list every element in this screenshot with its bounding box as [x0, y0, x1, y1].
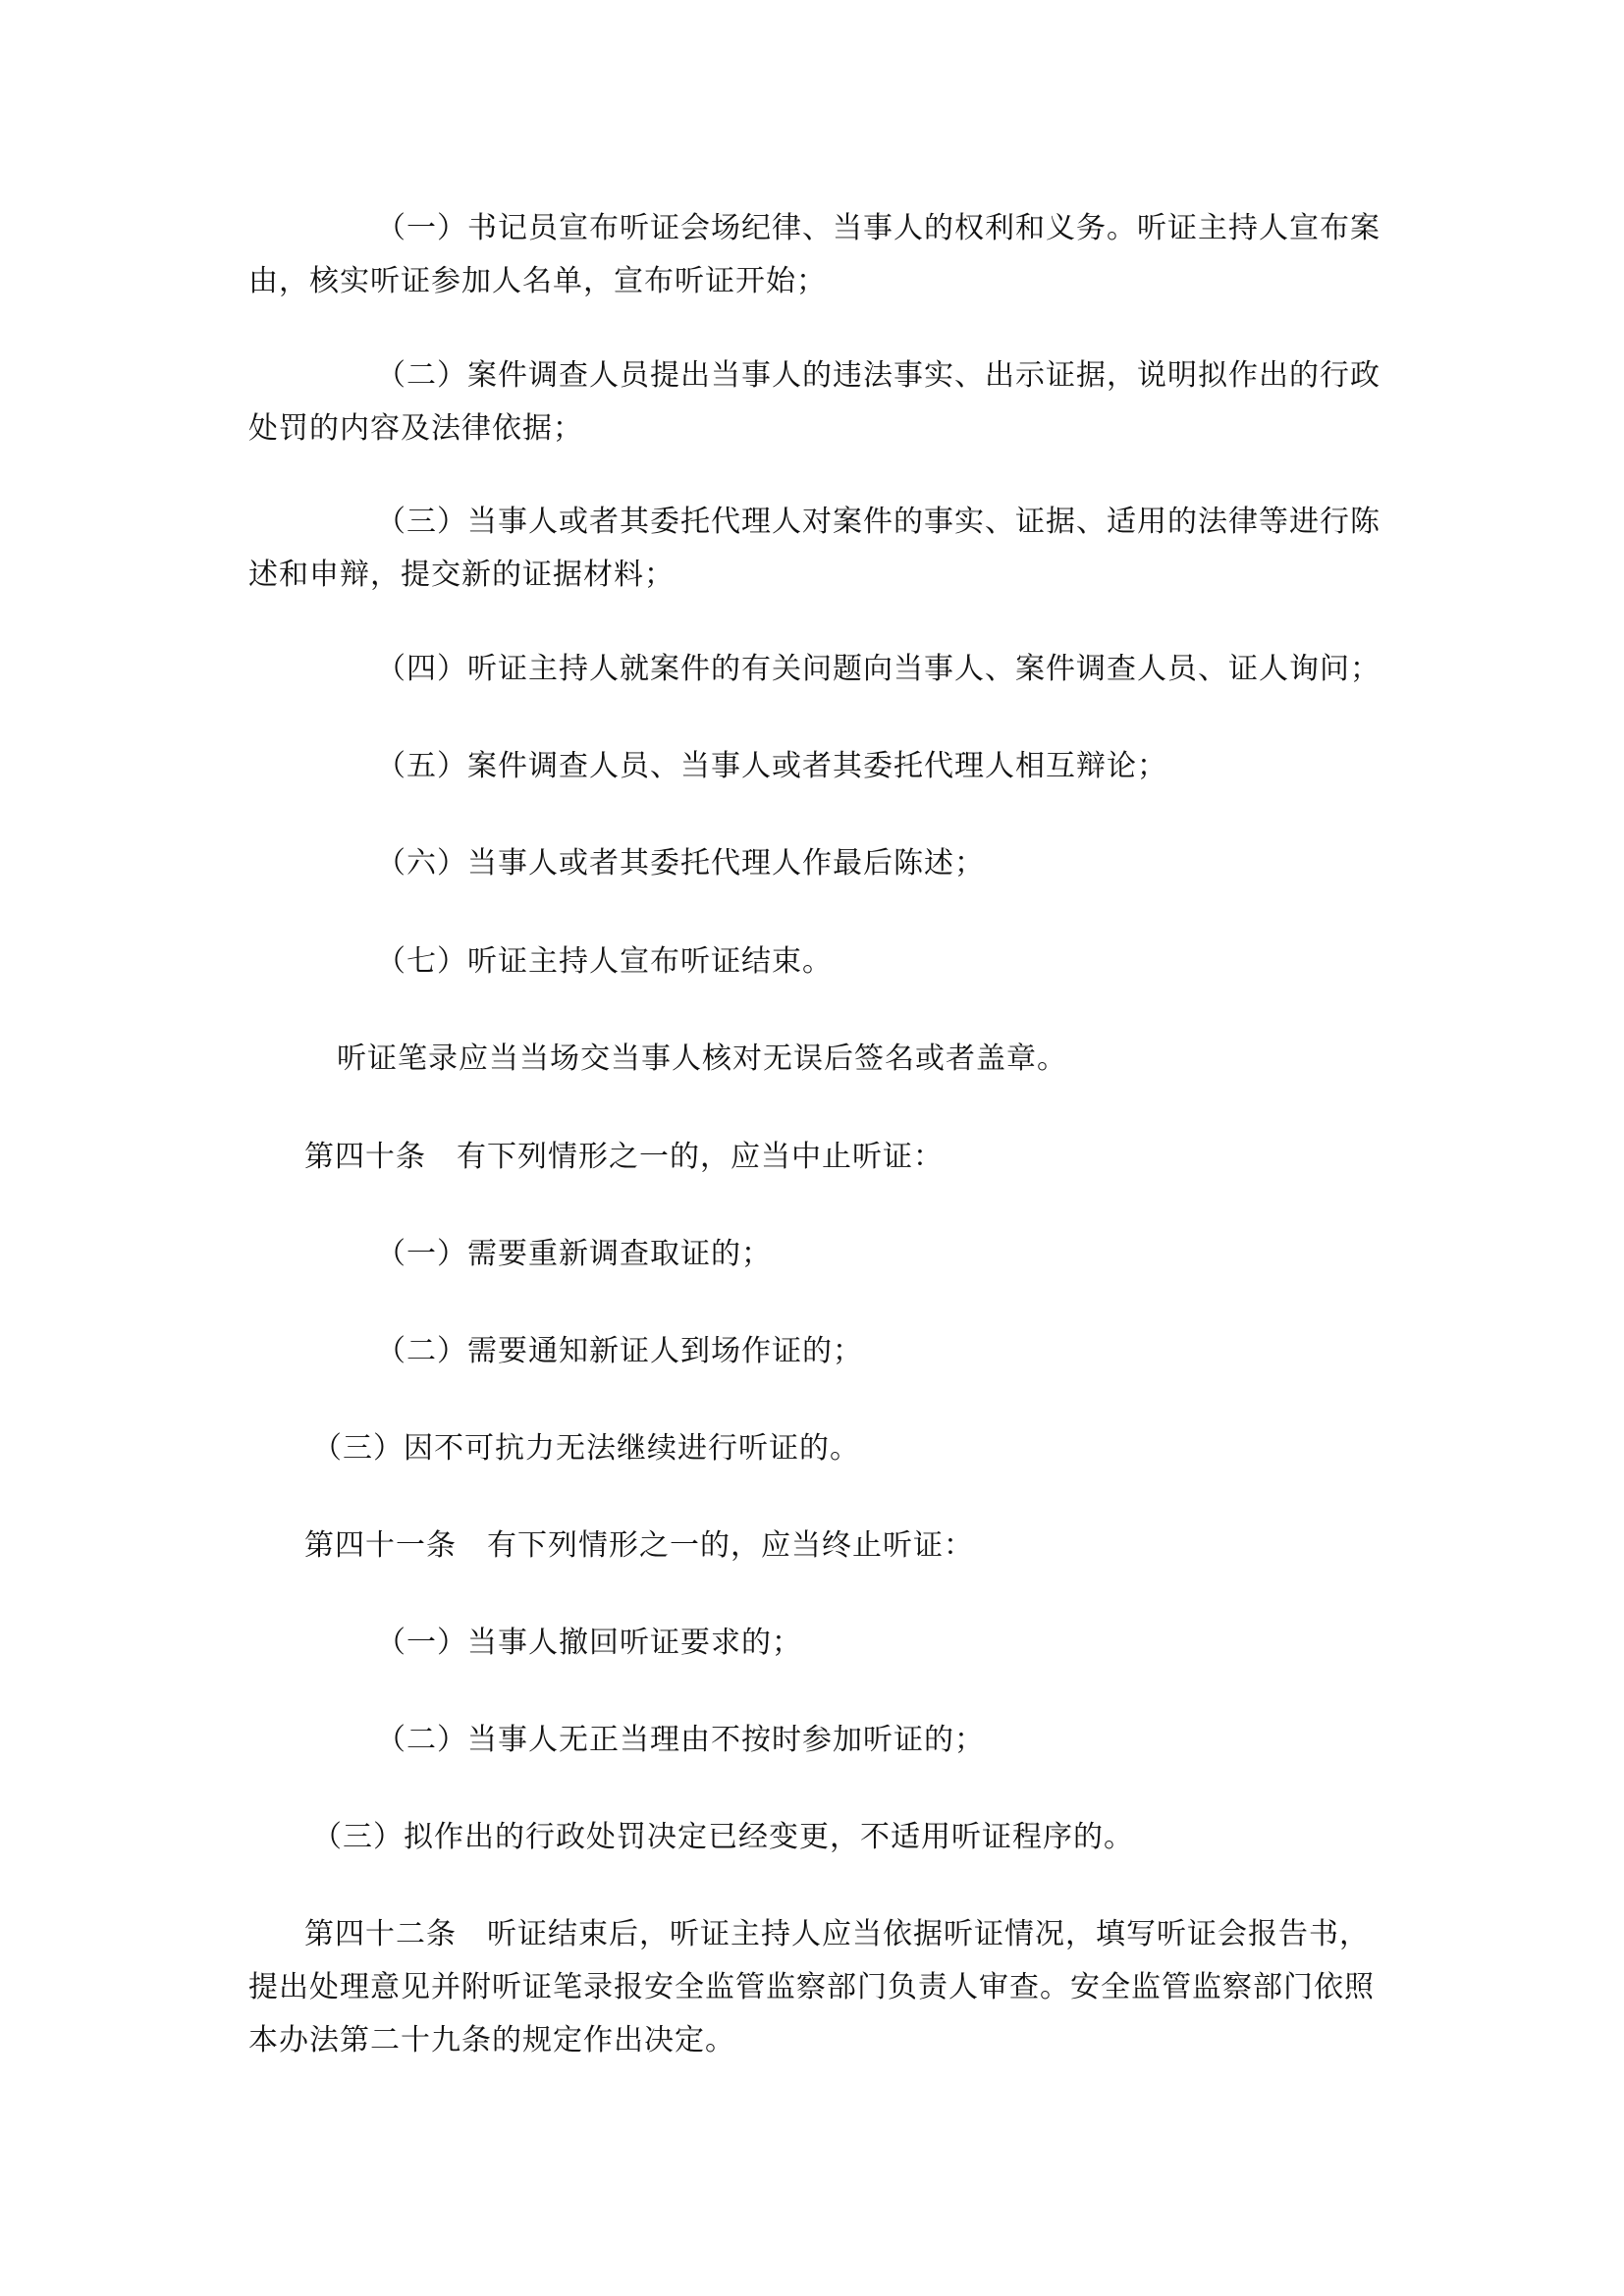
paragraph-item-2: （二）案件调查人员提出当事人的违法事实、出示证据，说明拟作出的行政处罚的内容及法律依据； — [248, 358, 1380, 446]
paragraph-item-6: （六）当事人或者其委托代理人作最后陈述； — [376, 846, 985, 881]
article-40-item-1: （一）需要重新调查取证的； — [376, 1237, 772, 1271]
article-40-item-2: （二）需要通知新证人到场作证的； — [376, 1334, 863, 1368]
paragraph-item-3: （三）当事人或者其委托代理人对案件的事实、证据、适用的法律等进行陈述和申辩，提交新的证据材料； — [248, 505, 1380, 592]
article-40-item-3: （三）因不可抗力无法继续进行听证的。 — [312, 1431, 860, 1466]
paragraph-item-5: （五）案件调查人员、当事人或者其委托代理人相互辩论； — [376, 749, 1167, 783]
article-41-heading: 第四十一条 有下列情形之一的，应当终止听证： — [304, 1528, 974, 1563]
article-41-item-1: （一）当事人撤回听证要求的； — [376, 1626, 802, 1660]
paragraph-item-7: （七）听证主持人宣布听证结束。 — [376, 944, 833, 979]
article-42-paragraph: 第四十二条 听证结束后，听证主持人应当依据听证情况，填写听证会报告书，提出处理意见并附听证笔录报安全监管监察部门负责人审查。安全监管监察部门依照本办法第二十九条的规定作出决定。 — [248, 1917, 1375, 2057]
paragraph-item-4: （四）听证主持人就案件的有关问题向当事人、案件调查人员、证人询问； — [376, 652, 1380, 686]
paragraph-transcript-signing: 听证笔录应当当场交当事人核对无误后签名或者盖章。 — [337, 1041, 1067, 1076]
paragraph-item-1: （一）书记员宣布听证会场纪律、当事人的权利和义务。听证主持人宣布案由，核实听证参加人名单，宣布听证开始； — [248, 211, 1380, 298]
article-41-item-2: （二）当事人无正当理由不按时参加听证的； — [376, 1723, 985, 1757]
article-41-item-3: （三）拟作出的行政处罚决定已经变更，不适用听证程序的。 — [312, 1820, 1134, 1854]
article-40-heading: 第四十条 有下列情形之一的，应当中止听证： — [304, 1140, 944, 1174]
